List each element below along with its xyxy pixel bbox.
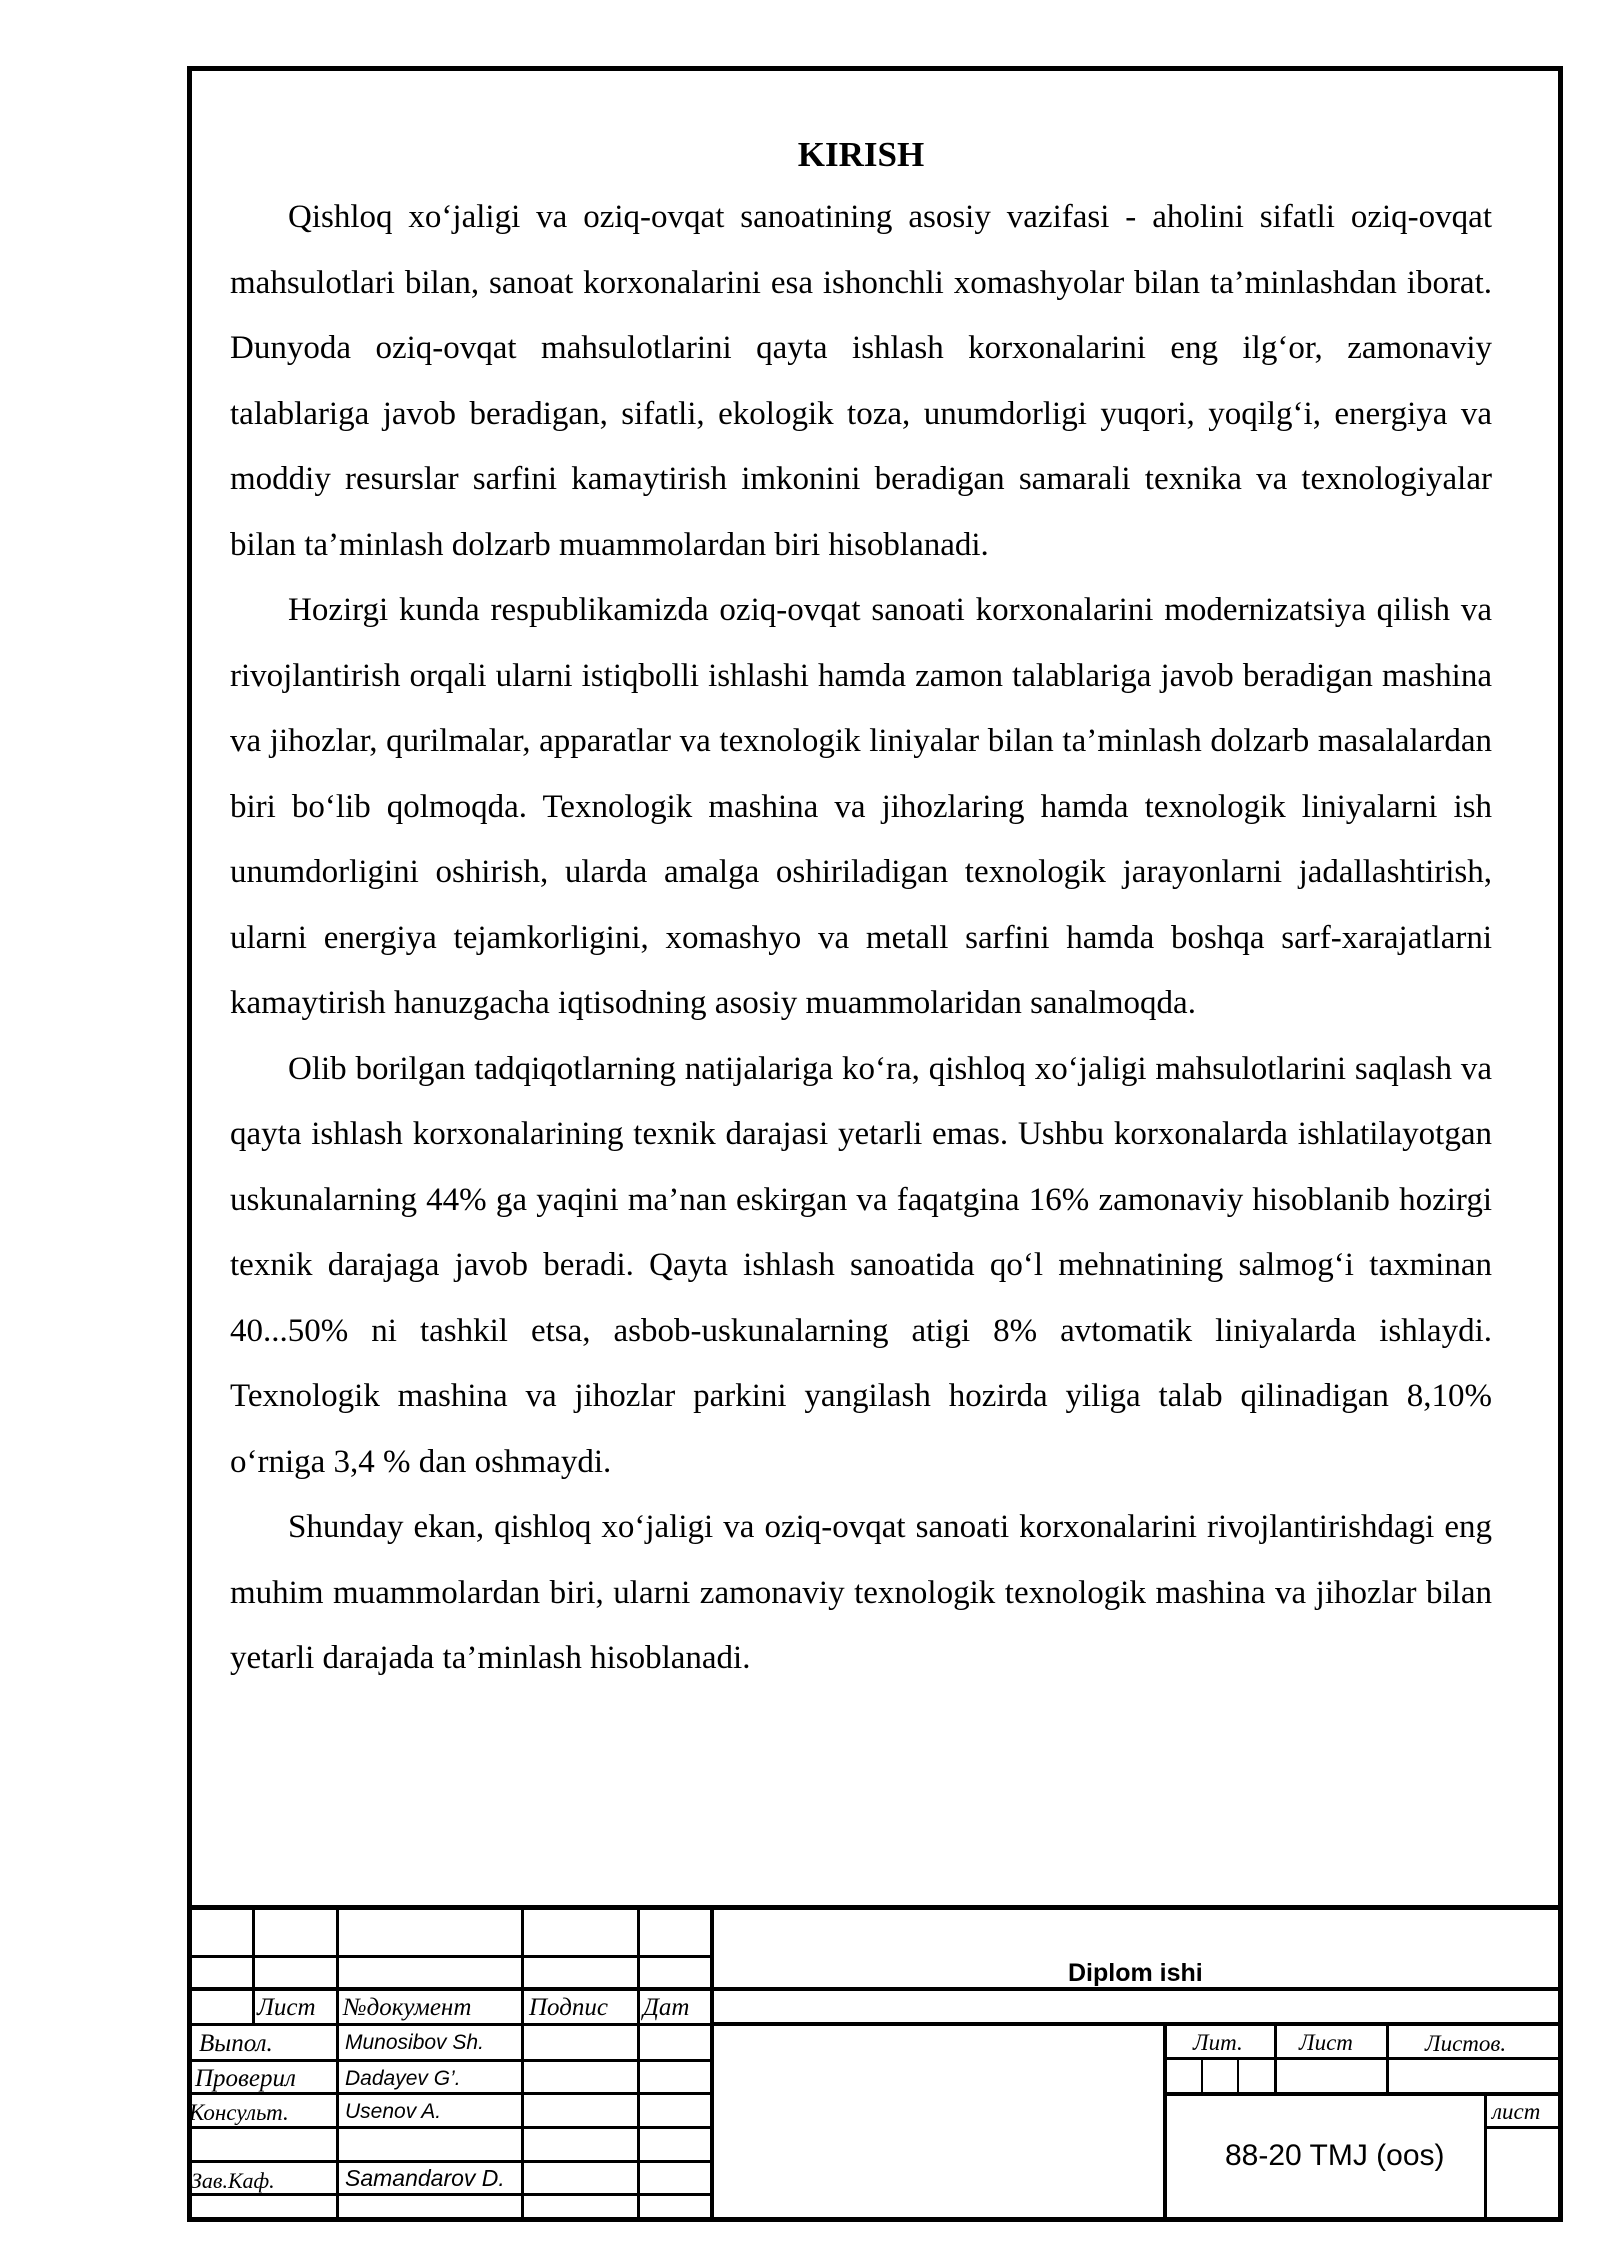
stamp-title: Diplom ishi [1068, 1959, 1203, 1987]
col-header-date: Дат [643, 1994, 690, 2021]
col-header-signature: Подпис [529, 1994, 608, 2021]
right-header-lit: Лит. [1193, 2030, 1243, 2055]
row-name-checked: Dadayev G’. [345, 2067, 461, 2090]
document-body [230, 130, 1492, 1692]
right-header-listov: Листов. [1425, 2031, 1507, 2056]
section-heading: KIRISH [797, 135, 925, 174]
right-header-sheet: лист [1492, 2099, 1541, 2124]
row-role-checked: Проверил [195, 2065, 296, 2092]
col-header-list: Лист [257, 1994, 316, 2021]
row-name-head-of-dept: Samandarov D. [345, 2165, 505, 2191]
row-name-executed: Munosibov Sh. [345, 2031, 484, 2054]
paragraph-2: Hozirgi kunda respublikamizda oziq-ovqat sanoati korxonalarini modernizatsiya qilish va rivojlantirish orqali ularni istiqbolli ishlashi hamda zamon talablariga javob beradigan mashina va jihozlar, qurilmalar, apparatlar va texnologik liniyalar bilan ta’minlash dolzarb masalalardan biri bo‘lib qolmoqda. Texnologik mashina va jihozlaring hamda texnologik liniyalarni ish unumdorligini oshirish, ularda amalga oshiriladigan texnologik jarayonlarni jadallashtirish, ularni energiya tejamkorligini, xomashyo va metall sarfini hamda boshqa sarf-xarajatlarni kamaytirish hanuzgacha iqtisodning asosiy muammolaridan sanalmoqda. [230, 592, 1492, 1021]
document-code: 88-20 TMJ (oos) [1225, 2139, 1445, 2172]
title-block [187, 1905, 1563, 2222]
paragraph-3: Olib borilgan tadqiqotlarning natijalariga ko‘ra, qishloq xo‘jaligi mahsulotlarini saqlash va qayta ishlash korxonalarining texnik darajasi yetarli emas. Ushbu korxonalarda ishlatilayotgan uskunalarning 44% ga yaqini ma’nan eskirgan va faqatgina 16% zamonaviy hisoblanib hozirgi texnik darajaga javob beradi. Qayta ishlash sanoatida qo‘l mehnatining salmog‘i taxminan 40...50% ni tashkil etsa, asbob-uskunalarning atigi 8% avtomatik liniyalarda ishlaydi. Texnologik mashina va jihozlar parkini yangilash hozirda yiliga talab qilinadigan 8,10% o‘rniga 3,4 % dan oshmaydi. [230, 1050, 1492, 1480]
row-name-consultant: Usenov A. [345, 2100, 442, 2123]
right-header-list: Лист [1299, 2030, 1353, 2055]
paragraph-1: Qishloq xo‘jaligi va oziq-ovqat sanoatining asosiy vazifasi - aholini sifatli oziq-ovqat mahsulotlari bilan, sanoat korxonalarini esa ishonchli xomashyolar bilan ta’minlashdan iborat. Dunyoda oziq-ovqat mahsulotlarini qayta ishlash korxonalarini eng ilg‘or, zamonaviy talablariga javob beradigan, sifatli, ekologik toza, unumdorligi yuqori, yoqilg‘i, energiya va moddiy resurslar sarfini kamaytirish imkonini beradigan samarali texnika va texnologiyalar bilan ta’minlash dolzarb muammolardan biri hisoblanadi. [230, 199, 1492, 563]
row-role-consultant: Консульт. [189, 2100, 289, 2125]
row-role-head-of-dept: Зав.Каф. [191, 2168, 275, 2193]
row-role-executed: Выпол. [199, 2030, 273, 2057]
paragraph-4: Shunday ekan, qishloq xo‘jaligi va oziq-ovqat sanoati korxonalarini rivojlantirishdagi eng muhim muammolardan biri, ularni zamonaviy texnologik texnologik mashina va jihozlar bilan yetarli darajada ta’minlash hisoblanadi. [230, 1509, 1492, 1676]
col-header-doc-no: №документ [343, 1994, 472, 2021]
